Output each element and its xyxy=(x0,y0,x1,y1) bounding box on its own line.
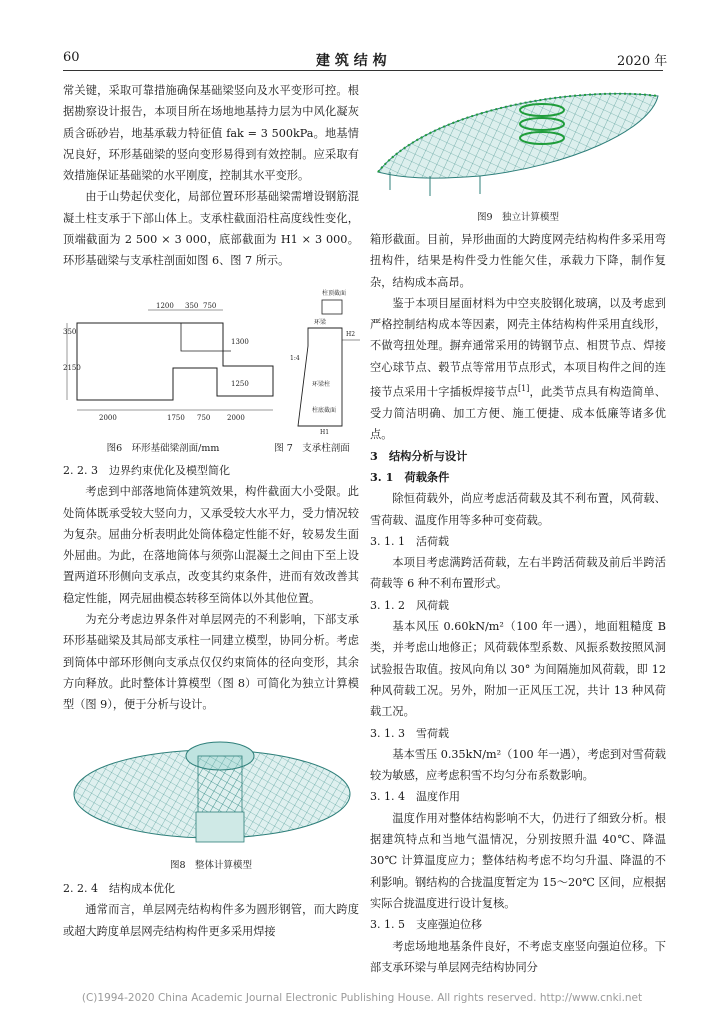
fig7-label: 柱底截面 xyxy=(312,407,337,414)
paragraph: 基本雪压 0.35kN/m²（100 年一遇），考虑到对雪荷载较为敏感，应考虑积雪不均匀分布系数影响。 xyxy=(370,747,666,783)
paragraph: 考虑场地地基条件良好，不考虑支座竖向强迫位移。下部支承环梁与单层网壳结构协同分 xyxy=(370,939,666,974)
paragraph-text: 鉴于本项目屋面材料为中空夹胶钢化玻璃，以及考虑到严格控制结构成本等因素，网壳主体结构构件采用直线形，不做弯扭处理。摒弃通常采用的铸钢节点、相贯节点、焊接空心球节点、毂节点等常用节点形式，本项目构件之间的连接节点采用十字插板焊接节点 xyxy=(370,296,666,399)
paragraph: 为充分考虑边界条件对单层网壳的不利影响，下部支承环形基础梁及其局部支承柱一同建立模型，协同分析。考虑到筒体中部环形侧向支承点仅仅约束筒体的径向变形，其余方向释放。此时整体计算模型（图 8）可简化为独立计算模型（图 9），便于分析与设计。 xyxy=(63,613,359,712)
left-col-top xyxy=(63,80,359,272)
paragraph: 由于山势起伏变化，局部位置环形基础梁需增设钢筋混凝土柱支承于下部山体上。支承柱截面沿柱高度线性变化，顶端截面为 2 500 × 3 000，底部截面为 H1 × 3 000。环形基础梁与支承柱剖面如图 6、图 7 所示。 xyxy=(63,190,359,268)
section-heading: 2. 2. 4 结构成本优化 xyxy=(63,882,175,895)
section-heading: 3 结构分析与设计 xyxy=(370,448,468,463)
left-col-bottom xyxy=(63,878,359,942)
fig6-dim-label: 350 xyxy=(63,328,77,336)
paragraph: 箱形截面。目前，异形曲面的大跨度网壳结构构件多采用弯扭构件，结果是构件受力性能欠佳，承载力下降，制作复杂，结构成本高昂。 xyxy=(370,233,666,289)
fig7-label: 柱顶截面 xyxy=(322,290,347,297)
left-col-middle xyxy=(63,460,359,716)
fig6-dim-label: 1250 xyxy=(231,380,249,388)
fig7-label: 环梁柱 xyxy=(312,381,331,388)
figure-6-ring-beam-section xyxy=(63,296,281,436)
citation: [1] xyxy=(518,384,530,394)
fig7-label: 环梁 xyxy=(314,319,327,326)
figure-8-caption: 图8 整体计算模型 xyxy=(169,860,253,871)
figure-9-caption: 图9 独立计算模型 xyxy=(476,212,560,223)
fig7-label: H2 xyxy=(346,331,356,338)
figure-7-caption: 图 7 支承柱剖面 xyxy=(274,443,350,454)
fig6-dim-label: 350 xyxy=(185,302,199,310)
journal-year: 2020 年 xyxy=(617,54,668,69)
section-heading: 3. 1. 5 支座强迫位移 xyxy=(370,918,482,932)
paragraph-text: ，此类节点具有构造简单、受力简洁明确、加工方便、施工便捷、成本低廉等诸多优点。 xyxy=(370,385,666,442)
section-heading: 3. 1. 4 温度作用 xyxy=(370,790,460,804)
fig6-dim-label: 2150 xyxy=(63,364,81,372)
journal-title: 建 筑 结 构 xyxy=(316,53,387,69)
section-heading: 3. 1. 1 活荷载 xyxy=(370,534,449,548)
fig6-dim-label: 750 xyxy=(203,302,217,310)
paragraph xyxy=(370,293,666,446)
figure-9-independent-model xyxy=(370,80,666,205)
figure-8-global-model xyxy=(70,732,352,850)
paragraph: 常关键，采取可靠措施确保基础梁竖向及水平变形可控。根据勘察设计报告，本项目所在场地地基持力层为中风化凝灰质含砾砂岩，地基承载力特征值 fak = 3 500kPa。地基情况良好，环形基础梁的竖向变形易得到有效控制。应采取有效措施保证基础梁的水平刚度，控制其水平变形。 xyxy=(63,84,359,183)
section-heading: 3. 1. 2 风荷载 xyxy=(370,598,449,612)
figure-7-support-column-section xyxy=(284,286,364,436)
paragraph: 本项目考虑满跨活荷载，左右半跨活荷载及前后半跨活荷载等 6 种不利布置形式。 xyxy=(370,556,666,591)
figure-6-caption: 图6 环形基础梁剖面/mm xyxy=(106,443,220,454)
fig6-dim-label: 2000 xyxy=(99,414,117,422)
paragraph: 除恒荷载外，尚应考虑活荷载及其不利布置，风荷载、雪荷载、温度作用等多种可变荷载。 xyxy=(370,492,666,527)
right-col-text xyxy=(370,229,666,978)
fig6-dim-label: 1300 xyxy=(231,338,249,346)
fig7-label: H1 xyxy=(320,429,330,436)
page-number: 60 xyxy=(63,50,80,65)
fig6-dim-label: 1200 xyxy=(156,302,174,310)
paragraph: 温度作用对整体结构影响不大，仍进行了细致分析。根据建筑特点和当地气温情况，分别按照升温 40℃、降温 30℃ 计算温度应力；整体结构考虑不均匀升温、降温的不利影响。钢结构的合拢温度暂定为 15～20℃ 区间，应根据实际合拢温度进行设计复核。 xyxy=(370,811,666,910)
paragraph: 基本风压 0.60kN/m²（100 年一遇），地面粗糙度 B 类，并考虑山地修正；风荷载体型系数、风振系数按照风洞试验报告取值。按风向角以 30° 为间隔施加风荷载，即 12 种风荷载工况。另外，附加一正风压工况，共计 13 种风荷载工况。 xyxy=(370,620,666,719)
copyright-footer: (C)1994-2020 China Academic Journal Electronic Publishing House. All rights reserved. http://www.cnki.net xyxy=(81,992,643,1004)
paragraph: 考虑到中部落地筒体建筑效果，构件截面大小受限。此处筒体既承受较大竖向力，又承受较大水平力，受力情况较为复杂。屈曲分析表明此处筒体稳定性能不好，较易发生面外屈曲。为此，在落地筒体与须弥山混凝土之间由下至上设置两道环形侧向支承点，改变其约束条件，进而有效改善其稳定性能，网壳屈曲模态转移至筒体以外其他位置。 xyxy=(63,485,359,605)
fig6-dim-label: 1750 xyxy=(167,414,185,422)
section-heading: 3. 1 荷载条件 xyxy=(370,470,450,484)
section-heading: 2. 2. 3 边界约束优化及模型简化 xyxy=(63,464,230,477)
paragraph: 通常而言，单层网壳结构构件多为圆形钢管，而大跨度或超大跨度单层网壳结构构件更多采用焊接 xyxy=(63,903,359,938)
header-rule xyxy=(63,70,663,71)
section-heading: 3. 1. 3 雪荷载 xyxy=(370,726,449,740)
fig6-dim-label: 750 xyxy=(197,414,211,422)
fig7-label: 1:4 xyxy=(290,355,300,362)
fig6-dim-label: 2000 xyxy=(227,414,245,422)
